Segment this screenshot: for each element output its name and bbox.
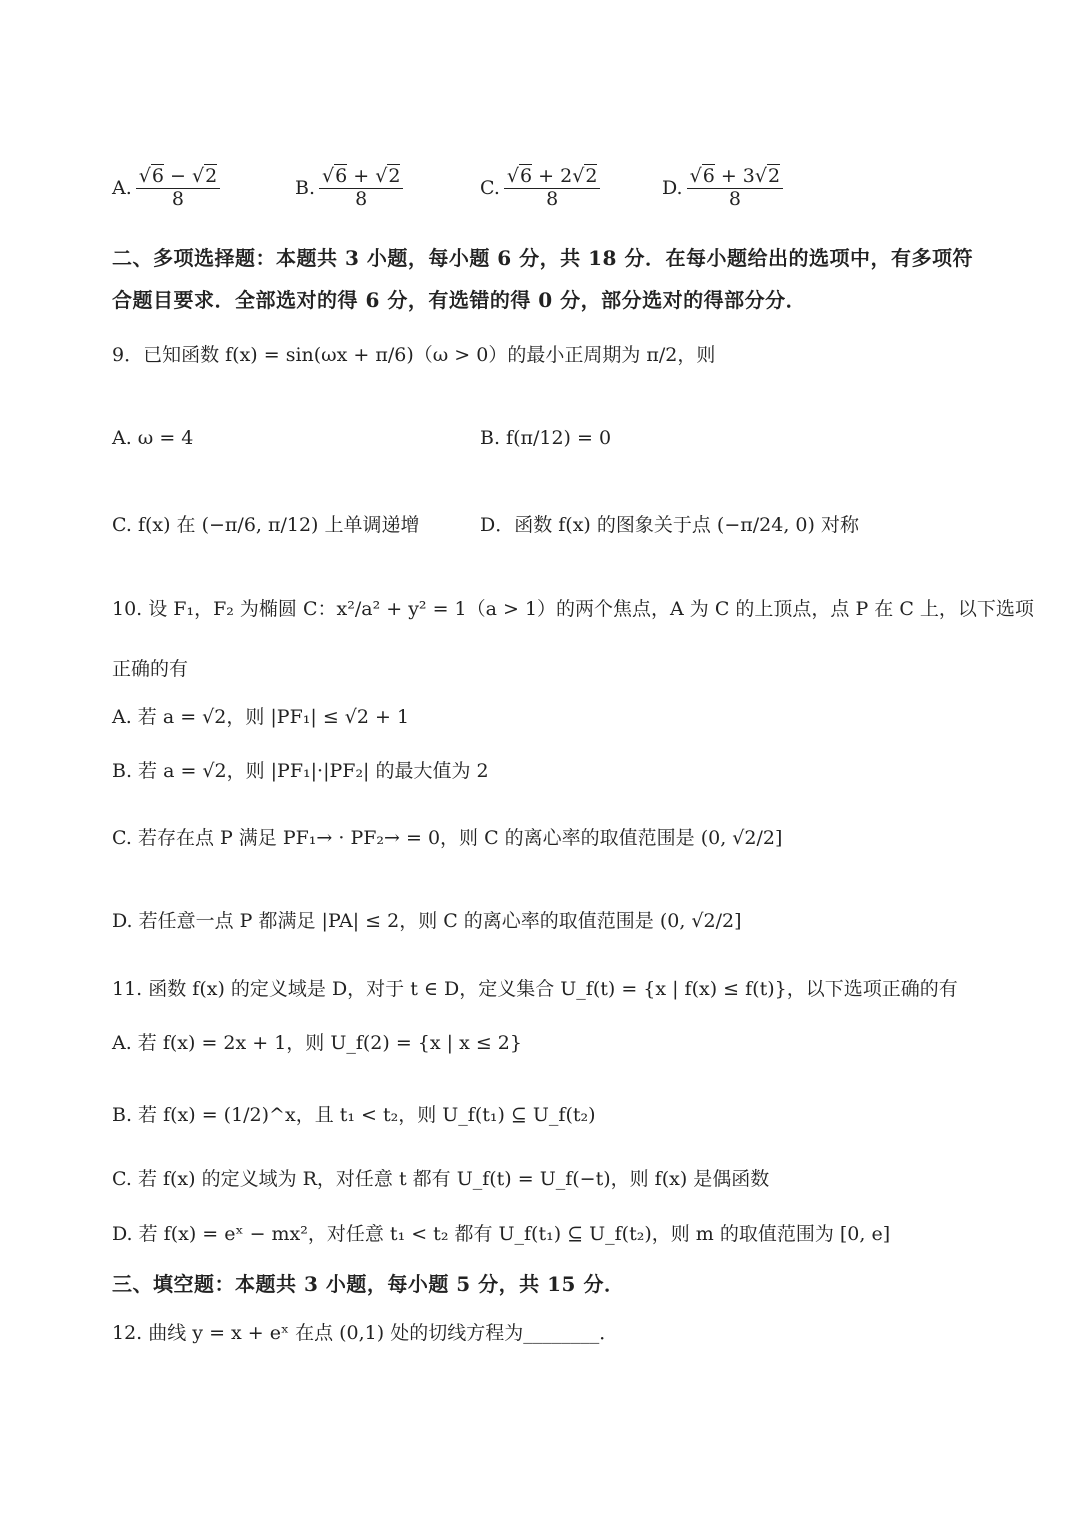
q11-stem: 11. 函数 f(x) 的定义域是 D，对于 t ∈ D，定义集合 U_f(t) = {x | f(x) ≤ f(t)}，以下选项正确的有 xyxy=(112,978,958,1000)
section3-heading: 三、填空题：本题共 3 小题，每小题 5 分，共 15 分． xyxy=(112,1272,625,1296)
q10-stem-line2: 正确的有 xyxy=(112,658,189,680)
q12-stem: 12. 曲线 y = x + eˣ 在点 (0,1) 处的切线方程为________． xyxy=(112,1322,619,1344)
q9-option-b: B. f(π/12) = 0 xyxy=(480,427,612,449)
q8-a-fraction xyxy=(136,166,220,211)
q10-option-a: A. 若 a = √2，则 |PF₁| ≤ √2 + 1 xyxy=(112,706,410,728)
q8-b-fraction xyxy=(319,166,403,211)
q11-option-c: C. 若 f(x) 的定义域为 R，对任意 t 都有 U_f(t) = U_f(−t)，则 f(x) 是偶函数 xyxy=(112,1168,770,1190)
q8-c-fraction xyxy=(504,166,601,211)
q8-b-label: B. xyxy=(295,177,316,200)
q8-a-num: √6 − √2 xyxy=(136,166,220,189)
q8-d-fraction xyxy=(687,166,784,211)
q9-option-a: A. ω = 4 xyxy=(112,427,194,449)
q8-b-num: √6 + √2 xyxy=(319,166,403,189)
q8-b-den: 8 xyxy=(355,187,368,210)
q8-c-num: √6 + 2√2 xyxy=(504,166,601,189)
q8-d-den: 8 xyxy=(728,187,741,210)
q10-option-c: C. 若存在点 P 满足 PF₁→ · PF₂→ = 0，则 C 的离心率的取值范围是 (0, √2/2] xyxy=(112,827,783,849)
q8-d-num: √6 + 3√2 xyxy=(687,166,784,189)
q9-option-d: D．函数 f(x) 的图象关于点 (−π/24, 0) 对称 xyxy=(480,514,859,536)
q10-stem-line1: 10. 设 F₁，F₂ 为椭圆 C：x²/a² + y² = 1（a > 1）的两个焦点，A 为 C 的上顶点，点 P 在 C 上，以下选项 xyxy=(112,598,1034,620)
q8-option-c xyxy=(480,166,604,211)
q8-c-label: C. xyxy=(480,177,500,200)
q8-a-den: 8 xyxy=(171,187,185,210)
q9-stem: 9．已知函数 f(x) = sin(ωx + π/6)（ω > 0）的最小正周期为 π/2，则 xyxy=(112,344,716,366)
q11-option-b: B. 若 f(x) = (1/2)^x，且 t₁ < t₂，则 U_f(t₁) ⊆ U_f(t₂) xyxy=(112,1104,596,1126)
q8-option-a xyxy=(112,166,224,211)
q10-option-b: B. 若 a = √2，则 |PF₁|·|PF₂| 的最大值为 2 xyxy=(112,760,489,782)
section2-heading-line2: 合题目要求．全部选对的得 6 分，有选错的得 0 分，部分选对的得部分分． xyxy=(112,288,807,312)
q11-option-d: D. 若 f(x) = eˣ − mx²，对任意 t₁ < t₂ 都有 U_f(t₁) ⊆ U_f(t₂)，则 m 的取值范围为 [0, e] xyxy=(112,1223,891,1245)
q8-c-den: 8 xyxy=(546,187,559,210)
q8-d-label: D. xyxy=(662,177,683,200)
q11-option-a: A. 若 f(x) = 2x + 1，则 U_f(2) = {x | x ≤ 2} xyxy=(112,1032,522,1054)
q10-option-d: D. 若任意一点 P 都满足 |PA| ≤ 2，则 C 的离心率的取值范围是 (0, √2/2] xyxy=(112,910,742,932)
q8-option-b xyxy=(295,166,407,211)
q8-option-d xyxy=(662,166,787,211)
section2-heading-line1: 二、多项选择题：本题共 3 小题，每小题 6 分，共 18 分．在每小题给出的选项中，有多项符 xyxy=(112,246,973,270)
q9-option-c: C. f(x) 在 (−π/6, π/12) 上单调递增 xyxy=(112,514,420,536)
q8-a-label: A. xyxy=(112,177,132,200)
